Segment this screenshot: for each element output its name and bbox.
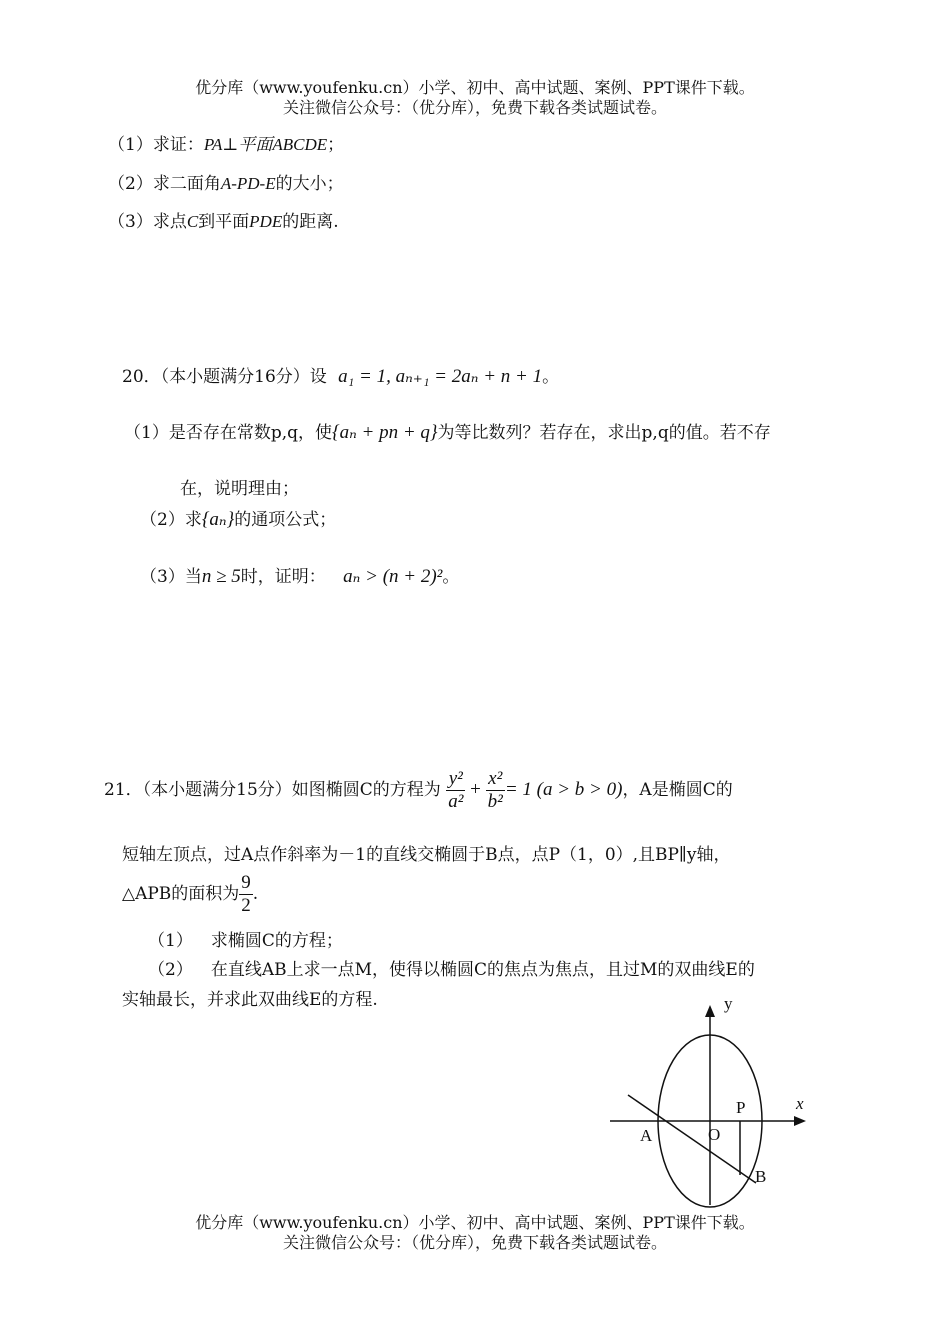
q19-p3-mid: 到平面 bbox=[198, 212, 250, 232]
q21-intro-text: 21．（本小题满分15分）如图椭圆C的方程为 bbox=[104, 780, 441, 800]
q21-p1-text: 求椭圆C的方程； bbox=[210, 931, 343, 951]
q21-p2-text: 在直线AB上求一点M，使得以椭圆C的焦点为焦点，且过M的双曲线E的 bbox=[210, 960, 755, 980]
q20-intro-text: 20．（本小题满分16分）设 bbox=[122, 367, 327, 387]
q19-p3-math2: PDE bbox=[249, 212, 283, 231]
label-p: P bbox=[736, 1098, 746, 1117]
q21-area-fraction bbox=[239, 872, 253, 917]
q20-p3-condition: n ≥ 5 bbox=[201, 566, 241, 587]
q20-p2-prefix: （2）求 bbox=[140, 510, 202, 530]
q21-area-prefix: △APB的面积为 bbox=[122, 884, 240, 904]
q21-intro: 21．（本小题满分15分）如图椭圆C的方程为 $\frac{\text{y²}}{\text{a²}}$ + $\frac{\text{x²}}{\text{b²}}$ = 1 (a > b > 0)，A是椭圆C的 bbox=[104, 768, 733, 812]
label-y: y bbox=[724, 995, 733, 1013]
q19-p2-prefix: （2）求二面角 bbox=[108, 174, 221, 194]
q20-part-2 bbox=[140, 505, 336, 531]
q19-p2-suffix: 的大小； bbox=[275, 174, 344, 194]
q21-part-2-cont: 实轴最长，并求此双曲线E的方程. bbox=[122, 990, 378, 1010]
q21-frac1-num: y² bbox=[446, 768, 465, 791]
label-x: x bbox=[796, 1094, 804, 1113]
q21-line-2: 短轴左顶点，过A点作斜率为－1的直线交椭圆于B点，点P（1，0）,且BP∥y轴， bbox=[122, 845, 731, 865]
q19-part-2 bbox=[108, 169, 344, 194]
footer-line-1: 优分库（www.youfenku.cn）小学、初中、高中试题、案例、PPT课件下载。 bbox=[195, 1213, 755, 1232]
q21-intro-suffix: ，A是椭圆C的 bbox=[622, 780, 733, 800]
q20-p3-mid: 时，证明： bbox=[240, 567, 326, 587]
q19-p3-math: C bbox=[186, 212, 199, 231]
q20-p2-suffix: 的通项公式； bbox=[234, 510, 337, 530]
q19-part-1 bbox=[108, 130, 344, 155]
ellipse-figure bbox=[600, 995, 820, 1215]
q20-p1-prefix: （1）是否存在常数p,q，使 bbox=[124, 423, 332, 443]
q21-area-den: 2 bbox=[241, 895, 251, 916]
q21-area-suffix: . bbox=[252, 884, 259, 904]
q19-p1-prefix: （1）求证： bbox=[108, 135, 204, 155]
q21-p2-label: （2） bbox=[148, 960, 193, 980]
q20-intro bbox=[122, 362, 559, 388]
q19-p3-suffix: 的距离. bbox=[282, 212, 339, 232]
q20-p3-inequality: aₙ > (n + 2)² bbox=[343, 566, 443, 587]
q21-area bbox=[122, 872, 258, 917]
q21-part-1 bbox=[148, 926, 343, 951]
q21-frac-y2-a2 bbox=[446, 768, 465, 813]
y-axis-arrow-icon bbox=[705, 1005, 715, 1017]
q20-p3-end: 。 bbox=[442, 567, 460, 587]
q21-equation-rhs: = 1 (a > b > 0) bbox=[504, 779, 623, 800]
q19-p1-math: PA⊥平面ABCDE bbox=[203, 135, 328, 154]
q21-area-num: 9 bbox=[241, 872, 251, 893]
q21-p1-label: （1） bbox=[148, 931, 193, 951]
label-a: A bbox=[640, 1126, 653, 1145]
footer-line-2: 关注微信公众号：（优分库），免费下载各类试题试卷。 bbox=[282, 1233, 667, 1252]
q20-p2-math: {aₙ} bbox=[201, 509, 235, 530]
q21-frac-x2-b2 bbox=[486, 768, 505, 813]
label-o: O bbox=[708, 1125, 721, 1144]
q19-p1-suffix: ； bbox=[327, 135, 345, 155]
q20-part-1 bbox=[124, 418, 771, 444]
q20-p3-prefix: （3）当 bbox=[140, 567, 202, 587]
q20-part-3 bbox=[140, 562, 459, 588]
q21-part-2 bbox=[148, 955, 755, 980]
q20-given-end: 。 bbox=[542, 367, 560, 387]
q21-frac1-den: a² bbox=[448, 791, 464, 812]
q19-p2-math: A-PD-E bbox=[220, 174, 276, 193]
q20-part-1-cont: 在，说明理由； bbox=[180, 479, 299, 499]
q21-frac2-num: x² bbox=[486, 768, 505, 791]
q19-part-3 bbox=[108, 207, 339, 232]
x-axis-arrow-icon bbox=[794, 1116, 806, 1126]
q20-p1-math: {aₙ + pn + q} bbox=[331, 422, 438, 443]
q21-frac2-den: b² bbox=[487, 791, 503, 812]
q20-given-formula: a₁ = 1, aₙ₊₁ = 2aₙ + n + 1 bbox=[338, 366, 543, 387]
label-b: B bbox=[755, 1167, 767, 1186]
header-line-1: 优分库（www.youfenku.cn）小学、初中、高中试题、案例、PPT课件下载。 bbox=[195, 78, 755, 97]
q19-p3-prefix: （3）求点 bbox=[108, 212, 187, 232]
header-line-2: 关注微信公众号：（优分库），免费下载各类试题试卷。 bbox=[282, 98, 667, 117]
q20-p1-suffix: 为等比数列？若存在，求出p,q的值。若不存 bbox=[437, 423, 771, 443]
